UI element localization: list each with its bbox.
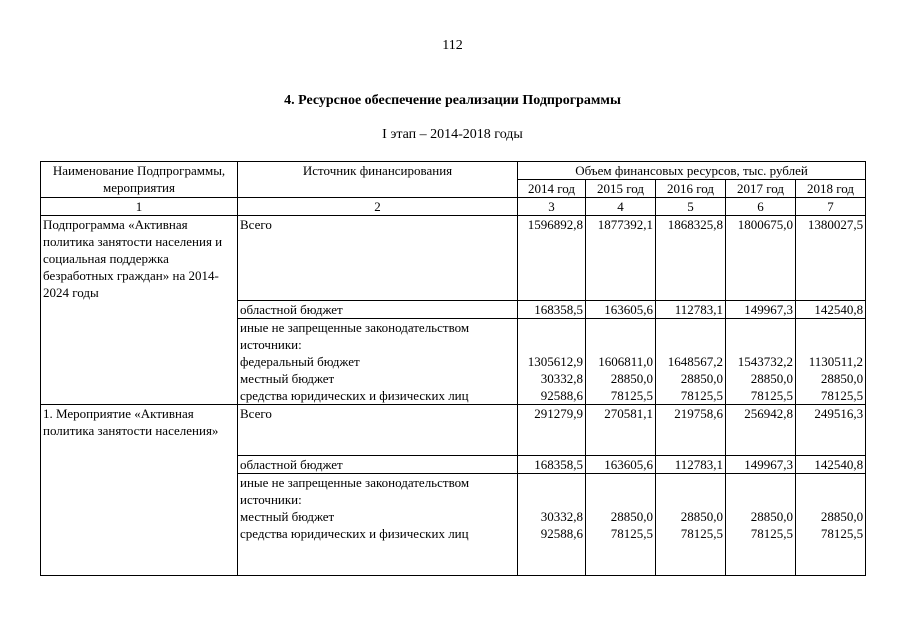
resource-table: [40, 161, 866, 576]
value-cell: 1130511,2: [808, 354, 864, 369]
header-name: Наименование Подпрограммы, мероприятия: [41, 162, 238, 198]
value-cell: 219758,6: [656, 405, 726, 456]
value-cell: 1868325,8: [656, 216, 726, 301]
value-cell: 142540,8: [796, 456, 866, 474]
value-cell: 163605,6: [586, 301, 656, 319]
table-row-total: [41, 216, 866, 301]
value-stack: [656, 474, 726, 576]
column-number: 7: [796, 198, 866, 216]
value-cell: 1380027,5: [796, 216, 866, 301]
value-cell: 78125,5: [680, 526, 723, 541]
source-line: местный бюджет: [240, 509, 335, 524]
value-cell: 28850,0: [820, 509, 864, 524]
header-year: 2016 год: [656, 180, 726, 198]
value-cell: 256942,8: [726, 405, 796, 456]
value-cell: 78125,5: [750, 388, 793, 403]
value-cell: 78125,5: [610, 526, 653, 541]
column-number: 6: [726, 198, 796, 216]
value-cell: 30332,8: [540, 509, 583, 524]
other-sources-list: [238, 474, 518, 576]
value-cell: 28850,0: [750, 371, 793, 386]
value-stack: [518, 319, 586, 405]
measure-name: 1. Мероприятие «Активная политика занятости населения»: [41, 405, 238, 576]
value-cell: 112783,1: [656, 301, 726, 319]
value-cell: 142540,8: [796, 301, 866, 319]
value-cell: 1648567,2: [667, 354, 723, 369]
value-stack: [726, 319, 796, 405]
value-cell: 78125,5: [820, 388, 864, 403]
value-cell: 92588,6: [540, 388, 583, 403]
header-row-1: [41, 162, 866, 180]
section-title: 4. Ресурсное обеспечение реализации Подпрограммы: [284, 93, 621, 108]
source-line: источники:: [240, 337, 302, 352]
value-cell: 149967,3: [726, 301, 796, 319]
value-cell: 92588,6: [540, 526, 583, 541]
value-cell: 168358,5: [518, 456, 586, 474]
header-source: Источник финансирования: [238, 162, 518, 198]
subprogram-name: Подпрограмма «Активная политика занятости населения и социальная поддержка безработных граждан» на 2014-2024 годы: [41, 216, 238, 405]
source-line: федеральный бюджет: [240, 354, 360, 369]
value-cell: 28850,0: [680, 371, 723, 386]
value-stack: [586, 319, 656, 405]
column-number: 4: [586, 198, 656, 216]
source-line: местный бюджет: [240, 371, 335, 386]
value-cell: 1305612,9: [527, 354, 583, 369]
value-stack: [796, 319, 866, 405]
other-sources-list: [238, 319, 518, 405]
value-stack: [726, 474, 796, 576]
value-cell: 149967,3: [726, 456, 796, 474]
value-cell: 28850,0: [750, 509, 793, 524]
source-line: иные не запрещенные законодательством: [240, 475, 470, 490]
stage-title: I этап – 2014-2018 годы: [382, 127, 523, 142]
value-cell: 1800675,0: [726, 216, 796, 301]
source-label: Всего: [238, 405, 518, 456]
header-year: 2015 год: [586, 180, 656, 198]
column-number: 2: [238, 198, 518, 216]
source-line: иные не запрещенные законодательством: [240, 320, 470, 335]
value-cell: 1606811,0: [598, 354, 653, 369]
source-label: областной бюджет: [238, 456, 518, 474]
header-volume: Объем финансовых ресурсов, тыс. рублей: [518, 162, 866, 180]
header-year: 2017 год: [726, 180, 796, 198]
source-label: областной бюджет: [238, 301, 518, 319]
value-cell: 112783,1: [656, 456, 726, 474]
source-line: средства юридических и физических лиц: [240, 388, 469, 403]
page-number: 112: [442, 38, 463, 53]
value-stack: [656, 319, 726, 405]
value-cell: 78125,5: [820, 526, 864, 541]
header-year: 2014 год: [518, 180, 586, 198]
value-stack: [518, 474, 586, 576]
value-stack: [796, 474, 866, 576]
table-row-total: [41, 405, 866, 456]
source-line: источники:: [240, 492, 302, 507]
value-cell: 78125,5: [680, 388, 723, 403]
value-cell: 291279,9: [518, 405, 586, 456]
value-cell: 28850,0: [820, 371, 864, 386]
value-cell: 1543732,2: [737, 354, 793, 369]
value-cell: 78125,5: [610, 388, 653, 403]
column-number: 5: [656, 198, 726, 216]
header-year: 2018 год: [796, 180, 866, 198]
value-cell: 1596892,8: [518, 216, 586, 301]
column-number: 3: [518, 198, 586, 216]
source-line: средства юридических и физических лиц: [240, 526, 469, 541]
value-cell: 78125,5: [750, 526, 793, 541]
value-cell: 249516,3: [796, 405, 866, 456]
value-stack: [586, 474, 656, 576]
value-cell: 28850,0: [680, 509, 723, 524]
value-cell: 163605,6: [586, 456, 656, 474]
value-cell: 28850,0: [610, 371, 653, 386]
column-number: 1: [41, 198, 238, 216]
value-cell: 168358,5: [518, 301, 586, 319]
value-cell: 30332,8: [540, 371, 583, 386]
value-cell: 28850,0: [610, 509, 653, 524]
value-cell: 1877392,1: [586, 216, 656, 301]
source-label: Всего: [238, 216, 518, 301]
header-row-numbers: [41, 198, 866, 216]
value-cell: 270581,1: [586, 405, 656, 456]
